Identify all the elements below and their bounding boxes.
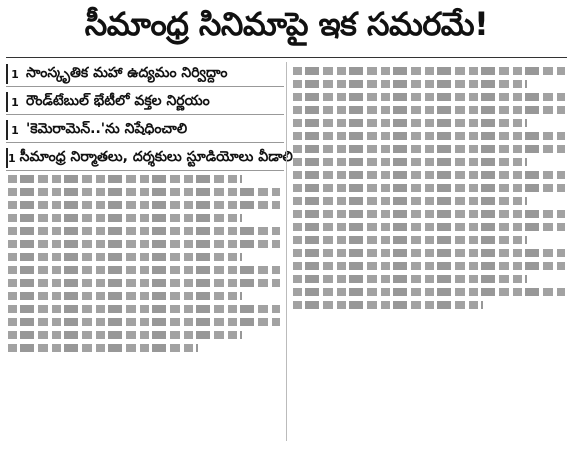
bullet-marker: 1 — [6, 92, 22, 112]
headline: సీమాంధ్ర సినిమాపై ఇక సమరమే! — [84, 5, 489, 43]
bullet-text: సీమాంధ్ర నిర్మాతలు, దర్శకులు స్టూడియోలు వీడాలి — [19, 148, 293, 165]
bullet-item — [6, 146, 293, 171]
bullet-marker: 1 — [6, 148, 16, 168]
article-body-left — [8, 170, 280, 356]
bullet-text: 'కెమెరామెన్..'ను నిషేధించాలి — [26, 120, 188, 137]
bullet-item — [6, 62, 284, 87]
bullet-item — [6, 90, 284, 115]
column-divider — [286, 62, 287, 441]
bullet-list — [6, 62, 293, 174]
bullet-text: సాంస్కృతిక మహా ఉద్యమం నిర్విద్దాం — [26, 64, 228, 81]
bullet-item — [6, 118, 284, 143]
bullet-marker: 1 — [6, 120, 22, 140]
article-body-right — [293, 62, 565, 313]
headline-divider — [6, 57, 567, 58]
bullet-text: రౌండ్‌టేబుల్ భేటీలో వక్తల నిర్ణయం — [26, 92, 210, 109]
bullet-marker: 1 — [6, 64, 22, 84]
